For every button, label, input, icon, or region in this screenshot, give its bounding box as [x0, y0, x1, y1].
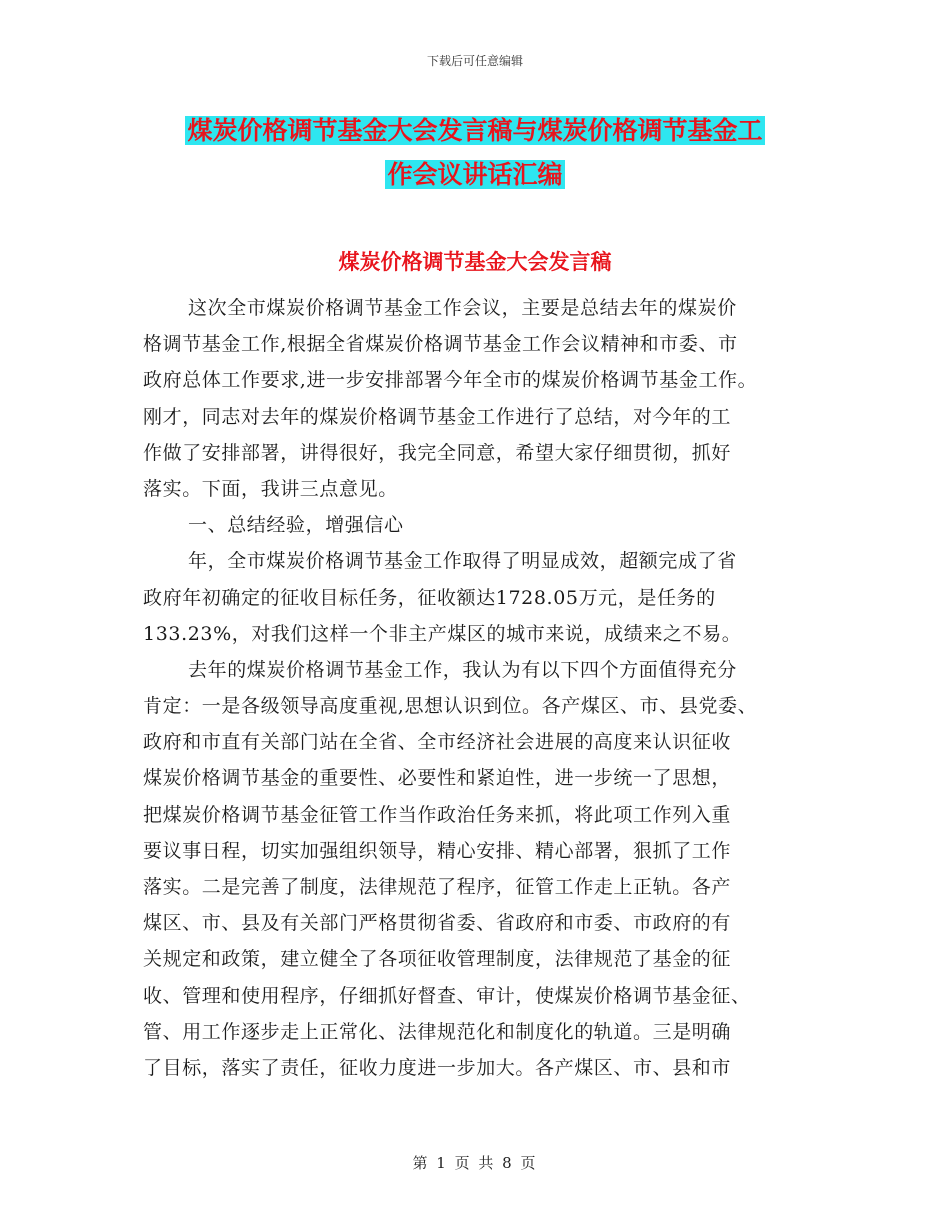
body-line: 政府总体工作要求,进一步安排部署今年全市的煤炭价格调节基金工作。 — [143, 369, 758, 392]
body-line: 格调节基金工作,根据全省煤炭价格调节基金工作会议精神和市委、市 — [143, 333, 738, 356]
header-note: 下载后可任意编辑 — [426, 54, 523, 68]
body-line: 管、用工作逐步走上正常化、法律规范化和制度化的轨道。三是明确 — [143, 1020, 732, 1043]
body-text — [143, 290, 823, 1086]
body-line: 要议事日程，切实加强组织领导，精心安排、精心部署，狠抓了工作 — [143, 839, 732, 862]
body-line: 收、管理和使用程序，仔细抓好督查、审计，使煤炭价格调节基金征、 — [143, 984, 751, 1007]
body-line: 刚才，同志对去年的煤炭价格调节基金工作进行了总结，对今年的工 — [143, 405, 732, 428]
body-line: 年，全市煤炭价格调节基金工作取得了明显成效，超额完成了省 — [188, 550, 737, 573]
body-line: 了目标，落实了责任，征收力度进一步加大。各产煤区、市、县和市 — [143, 1056, 732, 1079]
body-line: 去年的煤炭价格调节基金工作，我认为有以下四个方面值得充分 — [188, 658, 737, 681]
document-title-line-1 — [0, 112, 950, 150]
page-footer: 第 1 页 共 8 页 — [412, 1154, 538, 1172]
section-title: 煤炭价格调节基金大会发言稿 — [338, 249, 612, 274]
body-line: 把煤炭价格调节基金征管工作当作政治任务来抓，将此项工作列入重 — [143, 803, 732, 826]
body-line: 政府和市直有关部门站在全省、全市经济社会进展的高度来认识征收 — [143, 731, 732, 754]
body-line: 一、总结经验，增强信心 — [188, 514, 404, 537]
body-line: 133.23%，对我们这样一个非主产煤区的城市来说，成绩来之不易。 — [143, 622, 742, 645]
body-line: 煤炭价格调节基金的重要性、必要性和紧迫性，进一步统一了思想， — [143, 767, 732, 790]
body-line: 作做了安排部署，讲得很好，我完全同意，希望大家仔细贯彻，抓好 — [143, 441, 732, 464]
document-title-line-1-text: 煤炭价格调节基金大会发言稿与煤炭价格调节基金工 — [187, 116, 763, 145]
body-line: 关规定和政策，建立健全了各项征收管理制度，法律规范了基金的征 — [143, 948, 732, 971]
document-title-line-2 — [0, 156, 950, 194]
body-line: 落实。下面，我讲三点意见。 — [143, 477, 398, 500]
body-line: 这次全市煤炭价格调节基金工作会议，主要是总结去年的煤炭价 — [188, 297, 737, 319]
body-line: 落实。二是完善了制度，法律规范了程序，征管工作走上正轨。各产 — [143, 876, 732, 898]
document-title-line-2-text: 作会议讲话汇编 — [387, 160, 563, 189]
body-line: 肯定：一是各级领导高度重视,思想认识到位。各产煤区、市、县党委、 — [143, 695, 758, 718]
body-line: 煤区、市、县及有关部门严格贯彻省委、省政府和市委、市政府的有 — [143, 912, 732, 935]
body-line: 政府年初确定的征收目标任务，征收额达1728.05万元，是任务的 — [143, 586, 716, 609]
